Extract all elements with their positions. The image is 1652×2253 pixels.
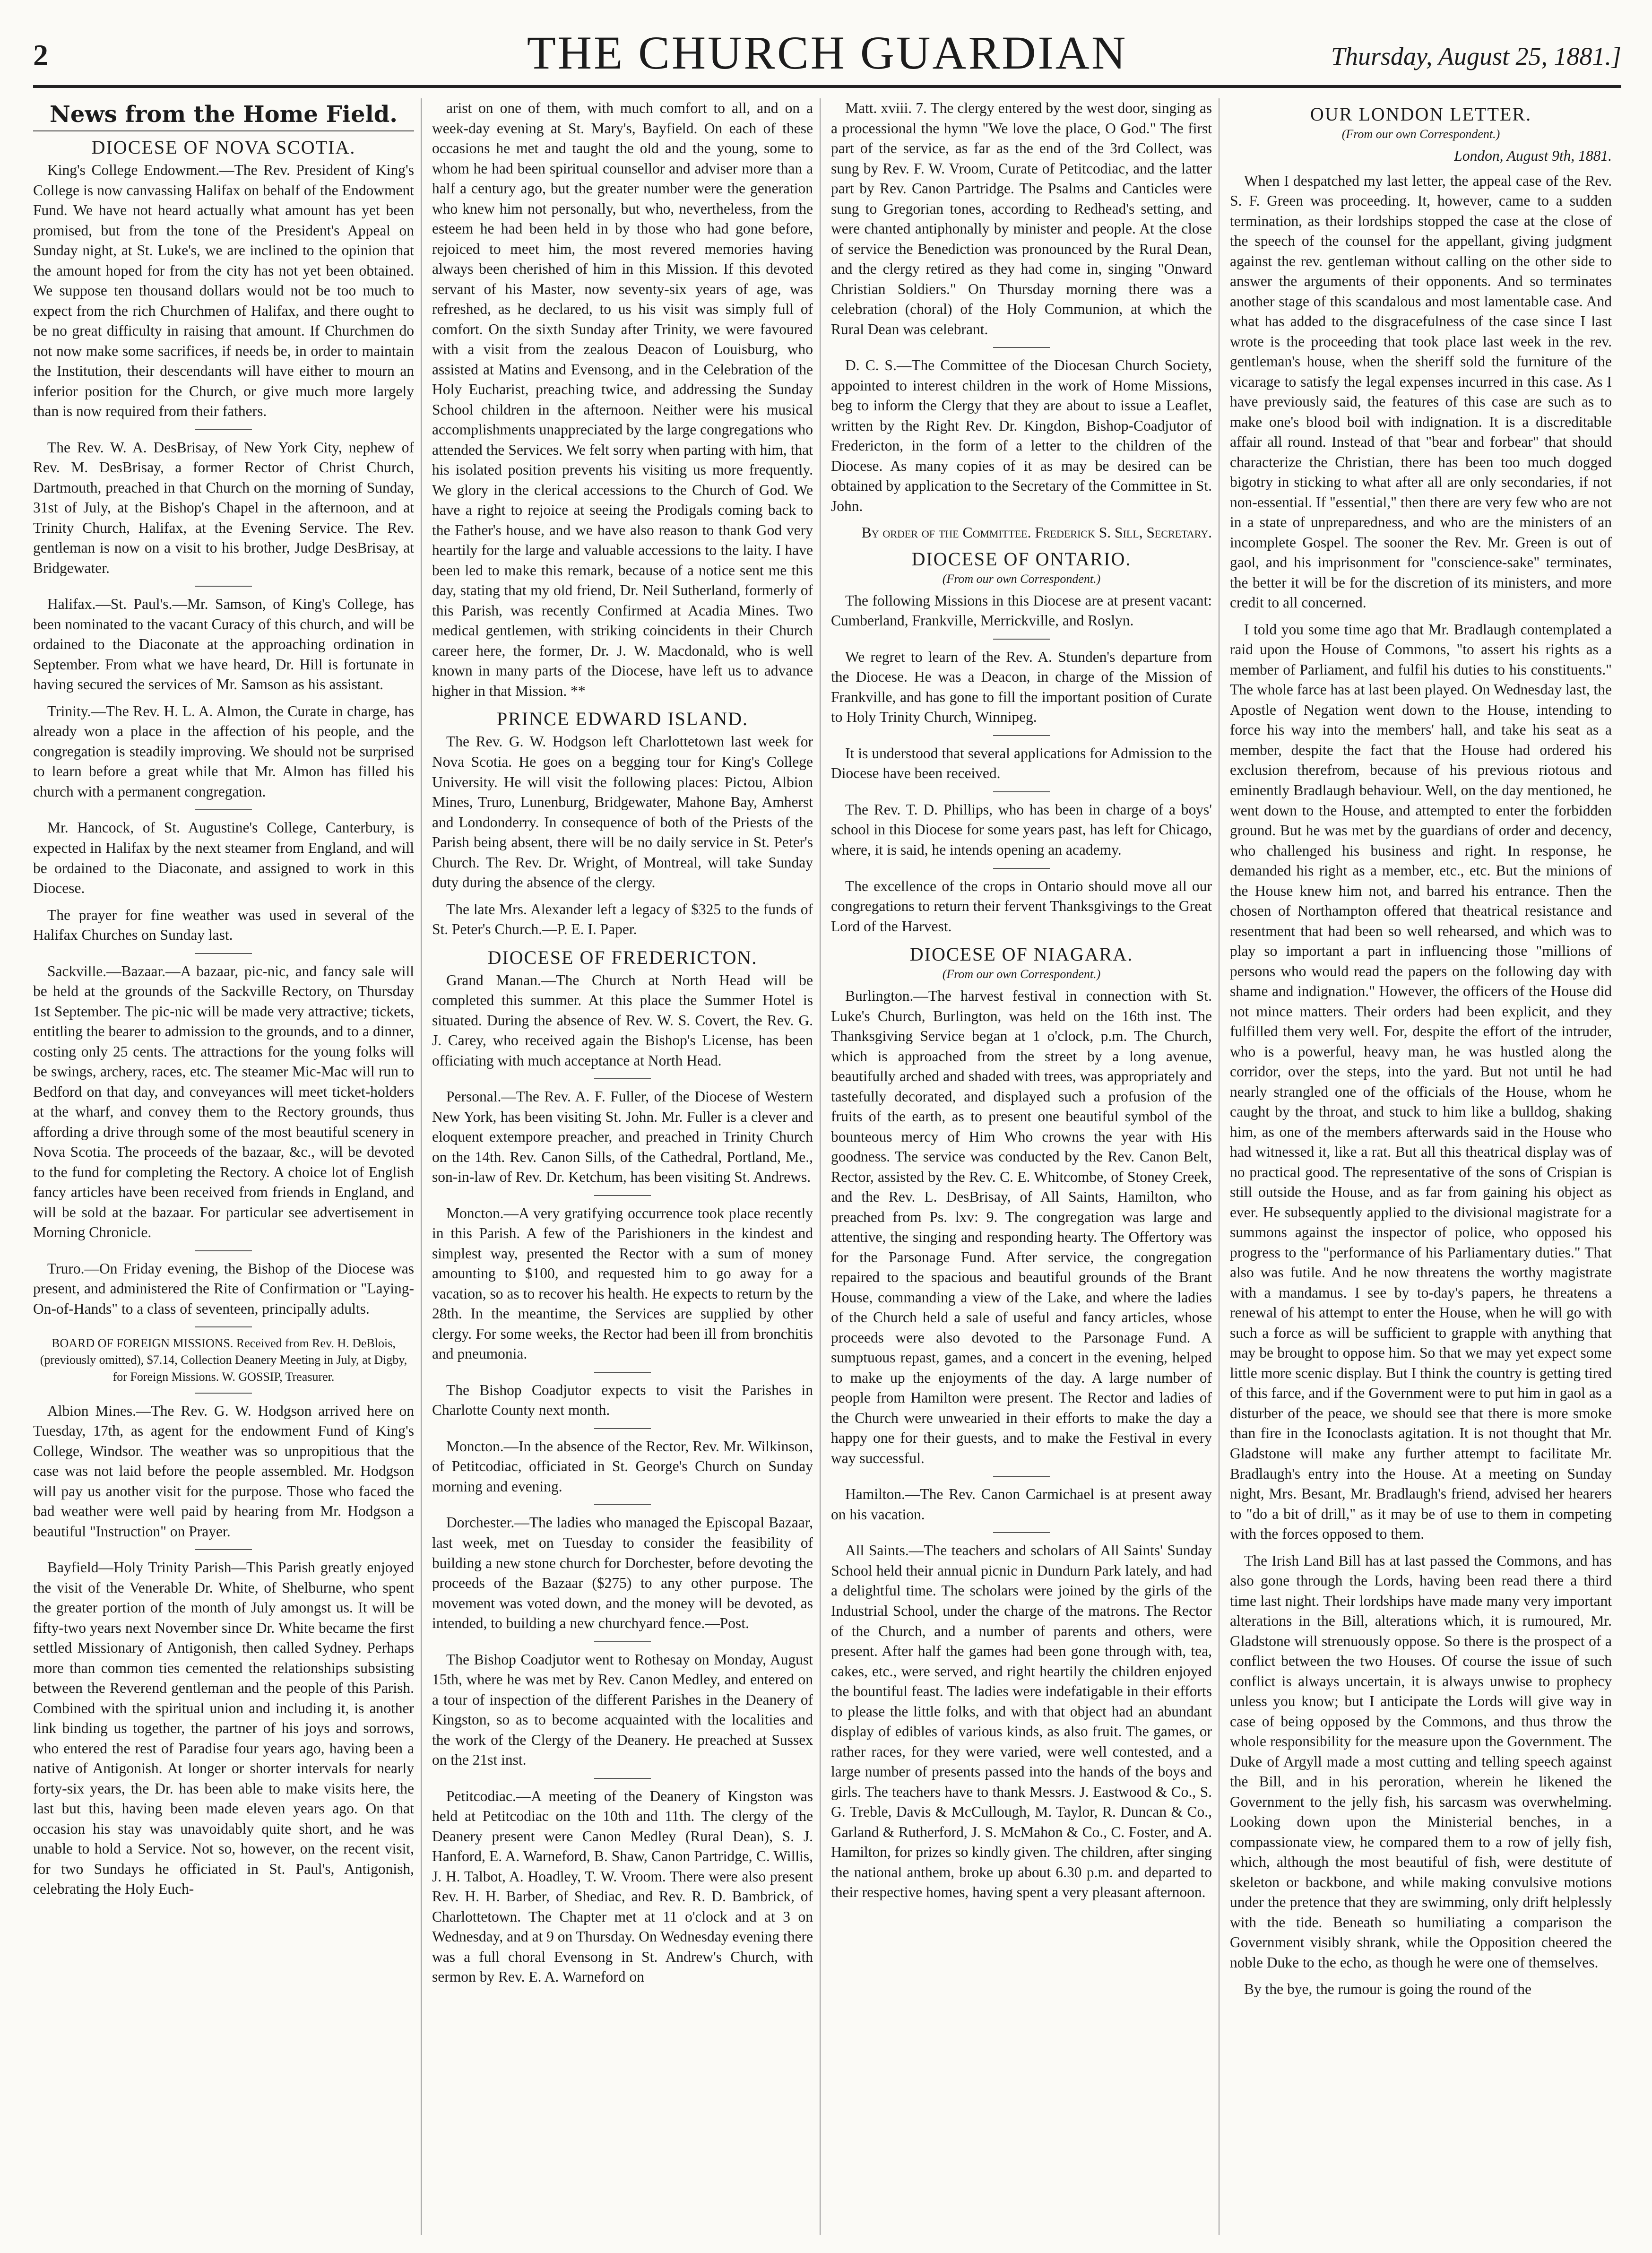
section-title: News from the Home Field.: [33, 101, 414, 131]
divider: [594, 1195, 651, 1196]
newspaper-title: THE CHURCH GUARDIAN: [527, 26, 1128, 79]
column-4: [1230, 98, 1618, 2235]
divider: [594, 1428, 651, 1429]
divider: [594, 1641, 651, 1642]
divider: [594, 1504, 651, 1505]
column-3: [831, 98, 1220, 2235]
niagara-subheading: (From our own Correspondent.): [942, 967, 1101, 981]
article-paragraph: The excellence of the crops in Ontario should move all our congregations to return their fervent Thanksgivings to the Great Lord of the Harvest.: [831, 877, 1212, 935]
article-paragraph: Trinity.—The Rev. H. L. A. Almon, the Curate in charge, has already won a place in the affection of his people, and the congregation is steadily improving. We should not be surprised to learn before a great while that Mr. Almon has filled his church with a permanent congregation.: [33, 702, 414, 800]
columns: [33, 98, 1621, 2235]
article-paragraph: The following Missions in this Diocese are at present vacant: Cumberland, Frankville, Merrickville, and Roslyn.: [831, 592, 1212, 629]
article-paragraph: King's College Endowment.—The Rev. President of King's College is now canvassing Halifax on behalf of the Endowment Fund. We have not heard actually what amount has yet been promised, but from the tone of the President's Appeal on Sunday night, at St. Luke's, we are inclined to the opinion that the amount hoped for from the city has not yet been obtained. We suppose ten thousand dollars would not be too much to expect from the rich Churchmen of Halifax, and there ought to be no great difficulty in raising that amount. If Churchmen do not now make some sacrifices, if needs be, in order to maintain the Institution, their descendants will have either to mourn an inferior position for the Church, or give much more largely than is now required from their fathers.: [33, 162, 414, 420]
article-paragraph: Truro.—On Friday evening, the Bishop of the Diocese was present, and administered the Rite of Confirmation or "Laying-On-of-Hands" to a class of seventeen, principally adults.: [33, 1260, 414, 1317]
divider: [993, 639, 1050, 640]
london-letter-subheading: (From our own Correspondent.): [1341, 127, 1500, 141]
divider: [594, 1078, 651, 1079]
signature: By order of the Committee. Frederick S. Sill, Secretary.: [861, 524, 1212, 541]
divider: [195, 429, 252, 430]
divider: [993, 1532, 1050, 1533]
article-paragraph: Sackville.—Bazaar.—A bazaar, pic-nic, and fancy sale will be held at the grounds of the Sackville Rectory, on Thursday 1st September. The pic-nic will be made very attractive; tickets, entitling the bearer to admission to the grounds, and to a dinner, costing only 25 cents. The attractions for the young folks will be swings, archery, races, etc. The steamer Mic-Mac will run to Bedford on that day, and conveyances will meet ticket-holders at the wharf, and convey them to the Rectory grounds, thus affording a drive through some of the most beautiful scenery in Nova Scotia. The proceeds of the bazaar, &c., will be devoted to the fund for completing the Rectory. A choice lot of English fancy articles have been received from friends in England, and will be sold at the bazaar. For particular see advertisement in Morning Chronicle.: [33, 962, 414, 1241]
article-paragraph: Petitcodiac.—A meeting of the Deanery of Kingston was held at Petitcodiac on the 10th and 11th. The clergy of the Deanery present were Canon Medley (Rural Dean), S. J. Hanford, E. A. Warneford, B. Shaw, Canon Partridge, C. Willis, J. H. Talbot, A. Hoadley, T. W. Vroom. There were also present Rev. H. H. Barber, of Shediac, and Rev. R. D. Bambrick, of Charlottetown. The Chapter met at 11 o'clock and at 3 on Wednesday, and at 9 on Thursday. On Wednesday evening there was a full choral Evensong in St. Andrew's Church, with sermon by Rev. E. A. Warneford on: [432, 1787, 813, 1985]
ontario-subheading: (From our own Correspondent.): [942, 572, 1101, 586]
article-paragraph: Hamilton.—The Rev. Canon Carmichael is at present away on his vacation.: [831, 1486, 1212, 1523]
divider: [993, 1476, 1050, 1477]
divider: [195, 809, 252, 810]
article-paragraph: The Rev. G. W. Hodgson left Charlottetown last week for Nova Scotia. He goes on a begging tour for King's College University. He will visit the following places: Pictou, Albion Mines, Truro, Lunenburg, Bridgewater, Mahone Bay, Amherst and Londonderry. In consequence of both of the Priests of the Parish being absent, there will be no daily service in St. Peter's Church. The Rev. Dr. Wright, of Montreal, will take Sunday duty during the absence of the clergy.: [432, 733, 813, 891]
article-paragraph: Bayfield—Holy Trinity Parish—This Parish greatly enjoyed the visit of the Venerable Dr. White, of Shelburne, who spent the greater portion of the month of July amongst us. It will be fifty-two years next November since Dr. White became the first settled Missionary of Antigonish, then called Sydney. Perhaps more than common ties cemented the relationships subsisting between the Reverend gentleman and the people of this Parish. Combined with the spiritual union and including it, is another link binding us together, the partner of his joys and sorrows, who entered the rest of Paradise four years ago, having been a native of Antigonish. At longer or shorter intervals for nearly forty-six years, the Dr. has been able to make visits here, the last but this, having been made eleven years ago. On that occasion his stay was unavoidably quite short, and he was unable to hold a Service. Not so, however, on the recent visit, for two Sundays he officiated in St. Paul's, Antigonish, celebrating the Holy Euch-: [33, 1559, 414, 1898]
column-1: [33, 98, 422, 2235]
divider: [594, 1778, 651, 1779]
divider: [993, 735, 1050, 736]
article-paragraph: Albion Mines.—The Rev. G. W. Hodgson arrived here on Tuesday, 17th, as agent for the endowment Fund of King's College, Windsor. The weather was so unpropitious that the case was not laid before the people assembled. Mr. Hodgson will pay us another visit for the purpose. Those who faced the bad weather were well paid by hearing from Mr. Hodgson a beautiful "Instruction" on Prayer.: [33, 1402, 414, 1540]
divider: [195, 1326, 252, 1327]
divider: [993, 791, 1050, 792]
divider: [195, 1393, 252, 1394]
article-paragraph: Moncton.—In the absence of the Rector, Rev. Mr. Wilkinson, of Petitcodiac, officiated in St. George's Church on Sunday morning and evening.: [432, 1438, 813, 1495]
divider: [195, 1549, 252, 1550]
article-paragraph: D. C. S.—The Committee of the Diocesan Church Society, appointed to interest children in the work of Home Missions, beg to inform the Clergy that they are about to issue a Leaflet, written by the Right Rev. Dr. Kingdon, Bishop-Coadjutor of Fredericton, in the form of a letter to the children of the Diocese. As many copies of it as may be desired can be obtained by application to the Secretary of the Committee in St. John.: [831, 357, 1212, 514]
divider: [195, 1250, 252, 1251]
divider: [594, 1372, 651, 1373]
divider: [195, 586, 252, 587]
masthead: [33, 19, 1621, 88]
article-paragraph: The Rev. W. A. DesBrisay, of New York City, nephew of Rev. M. DesBrisay, a former Rector of Christ Church, Dartmouth, preached in that Church on the morning of Sunday, 31st of July, at the Bishop's Chapel in the afternoon, and at Trinity Church, Halifax, at the Evening Service. The Rev. gentleman is now on a visit to his brother, Judge DesBrisay, at Bridgewater.: [33, 439, 414, 576]
dateline: London, August 9th, 1881.: [1454, 147, 1612, 164]
article-paragraph: The Rev. T. D. Phillips, who has been in charge of a boys' school in this Diocese for some years past, has left for Chicago, where, it is said, he intends opening an academy.: [831, 801, 1212, 858]
notice-paragraph: BOARD OF FOREIGN MISSIONS. Received from Rev. H. DeBlois, (previously omitted), $7.14, Collection Deanery Meeting in July, at Digby, for Foreign Missions. W. GOSSIP, Treasurer.: [40, 1336, 407, 1384]
article-paragraph: All Saints.—The teachers and scholars of All Saints' Sunday School held their annual picnic in Dundurn Park lately, and had a delightful time. The scholars were joined by the girls of the Industrial School, under the charge of the matrons. The Rector of the Church, and a number of parents and others, were present. After half the games had been gone through with, tea, cakes, etc., were served, and right heartily the children enjoyed the bountiful feast. The ladies were indefatigable in their efforts to please the little folks, and with that object had an abundant display of edibles of various kinds, as also fruit. The games, or rather races, for they were varied, were well contested, and a large number of presents passed into the hands of the boys and girls. The teachers have to thank Messrs. J. Eastwood & Co., S. G. Treble, Davis & McCullough, M. Taylor, R. Duncan & Co., Garland & Rutherford, J. S. McMahon & Co., C. Foster, and A. Hamilton, for prizes so kindly given. The children, after singing the national anthem, broke up about 6.30 p.m. and departed to their respective homes, having spent a very pleasant afternoon.: [831, 1542, 1212, 1901]
issue-date: Thursday, August 25, 1881.]: [1331, 42, 1621, 70]
article-paragraph: Personal.—The Rev. A. F. Fuller, of the Diocese of Western New York, has been visiting St. John. Mr. Fuller is a clever and eloquent extempore preacher, and preached in Trinity Church on the 14th. Rev. Canon Sills, of the Cathedral, Portland, Me., son-in-law of Rev. Dr. Ketchum, has been visiting St. Andrews.: [432, 1088, 813, 1186]
newspaper-page: [33, 19, 1621, 2236]
article-paragraph: arist on one of them, with much comfort to all, and on a week-day evening at St. Mary's, Bayfield. On each of these occasions he met and taught the old and the young, some to whom he had been spiritual counsellor and adviser more than a half a century ago, but the greater number were the generation who knew him not personally, but who, nevertheless, from the esteem he had been held in by those who had gone before, rejoiced to meet him, the most revered memories having always been cherished of him in this Mission. If this devoted servant of his Master, now seventy-six years of age, was refreshed, as he declared, to us his visit was simply full of comfort. On the sixth Sunday after Trinity, we were favoured with a visit from the zealous Deacon of Louisburg, who assisted at Matins and Evensong, and in the Celebration of the Holy Eucharist, preaching twice, and addressing the Sunday School children in the afternoon. Neither were his musical accomplishments unappreciated by the large congregations who attended the Services. We felt sorry when parting with him, that his isolated position prevents his visiting us more frequently. We glory in the clerical accessions to the Church of God. We have a right to rejoice at seeing the Prodigals coming back to the Father's house, and we have also reason to thank God very heartily for the large and valuable accessions to the laity. I have been led to make this remark, because of a notice sent me this day, stating that my old friend, Dr. Neil Sutherland, formerly of this Parish, was recently Confirmed at Acadia Mines. Two medical gentlemen, with striking coincidents in their Church career here, the former, Dr. J. W. Macdonald, who is well known in many parts of the Diocese, have left us to advance higher in that Mission. **: [432, 100, 813, 699]
diocese-heading: DIOCESE OF NOVA SCOTIA.: [91, 137, 356, 158]
article-paragraph: The Bishop Coadjutor went to Rothesay on Monday, August 15th, where he was met by Rev. Canon Medley, and entered on a tour of inspection of the different Parishes in the Deanery of Kingston, so as to become acquainted with the localities and the work of the Clergy of the Deanery. He preached at Sussex on the 21st inst.: [432, 1651, 813, 1768]
article-paragraph: When I despatched my last letter, the appeal case of the Rev. S. F. Green was proceeding. It, however, came to a sudden termination, as their lordships stopped the case at the close of the speech of the counsel for the appellant, giving judgment against the rev. gentleman without calling on the other side to answer the arguments of their opponents. And so terminates another stage of this scandalous and most lamentable case. And what has added to the disgracefulness of the case since I last wrote is the proceeding that took place last week in the rev. gentleman's house, when the sheriff sold the furniture of the vicarage to satisfy the legal expenses incurred in this case. As I have previously said, the features of this case are such as to make one's blood boil with indignation. It is a discreditable affair all round. Instead of that "bear and forbear" that should characterize the Christian, there has been too much dogged bigotry in sticking to what after all are only secondaries, if not non-essential. If "essential," then there are very few who are not in a state of unpreparedness, and who are the ministers of an incomplete Gospel. The sooner the Rev. Mr. Green is out of gaol, and his imprisonment for "conscience-sake" terminates, the better it will be for the discretion of its ministers, and more credit to all concerned.: [1230, 172, 1612, 611]
article-paragraph: It is understood that several applications for Admission to the Diocese have been received.: [831, 745, 1212, 782]
article-paragraph: Grand Manan.—The Church at North Head will be completed this summer. At this place the Summer Hotel is situated. During the absence of Rev. W. S. Covert, the Rev. G. J. Carey, who received again the Bishop's License, has been officiating with much acceptance at North Head.: [432, 971, 813, 1069]
fredericton-heading: DIOCESE OF FREDERICTON.: [487, 946, 758, 968]
article-paragraph: The late Mrs. Alexander left a legacy of $325 to the funds of St. Peter's Church.—P. E. I. Paper.: [432, 901, 813, 938]
article-paragraph: Matt. xviii. 7. The clergy entered by the west door, singing as a processional the hymn "We love the place, O God." The first part of the service, as far as the end of the 3rd Collect, was sung by Rev. F. W. Vroom, Curate of Petitcodiac, and the latter part by Rev. Canon Partridge. The Psalms and Canticles were sung to Gregorian tones, according to Redhead's setting, and were chanted antiphonally by minister and people. At the close of service the Benediction was pronounced by the Rural Dean, and the clergy retired as they had come in, singing "Onward Christian Soldiers." On Thursday morning there was a celebration (choral) of the Holy Communion, at which the Rural Dean was celebrant.: [831, 100, 1212, 338]
article-paragraph: I told you some time ago that Mr. Bradlaugh contemplated a raid upon the House of Commons, "to assert his rights as a member of Parliament, and fulfil his duties to his constituents." The whole farce has at last been played. On Wednesday last, the Apostle of Negation went down to the House, intending to force his way into the members' hall, and take his seat as a member, despite the fact that the House had ordered his exclusion therefrom, because of his previous riotous and eminently Bradlaugh behaviour. Well, on the day mentioned, he went down to the House, and attempted to enter the forbidden ground. But he was met by the guardians of order and decency, who challenged his business and right. In response, he demanded his right as a member, etc., etc. But the minions of the House knew him not, and barred his entrance. Then the chosen of Northampton offered that theatrical resistance and resentment that had been so well rehearsed, and which was to play so important a part in influencing those "millions of persons who would read the papers on the following day with shame and indignation." However, the officers of the House did not mince matters. Their orders had been explicit, and they fulfilled them very well. For, despite the effort of the intruder, who is a powerful, heavy man, he was hustled along the corridor, over the steps, into the yard. But not until he had nearly strangled one of the officials of the House, whom he caught by the throat, and stuck to him like a bulldog, shaking him, as one of the members afterwards said in the House who had witnessed it, like a rat. But all this theatrical display was of no practical good. The representative of the sons of Crispian is still outside the House, and as far from gaining his object as ever. He subsequently applied to the divisional magistrate for a summons against the inspector of police, who opposed his progress to the "performance of his Parliamentary duties." That also was futile. And he now threatens the worthy magistrate with a mandamus. I see by to-day's papers, he threatens a renewal of his attempt to enter the House, when he will go with such a force as will be sufficient to grapple with anything that may be brought to oppose him. So that we may yet expect some little more scenic display. But I think the country is getting tired of this farce, and if the Government were to put him in gaol as a disturber of the peace, we should see that there is more smoke than fire in the Iconoclasts agitation. It is not thought that Mr. Gladstone will make any further attempt to facilitate Mr. Bradlaugh's entry into the House. At a meeting on Sunday night, Mrs. Besant, Mr. Bradlaugh's friend, advised her hearers to "do a bit of drill," as it may be of use to them in competing with the forces opposed to them.: [1230, 621, 1612, 1542]
article-paragraph: The Bishop Coadjutor expects to visit the Parishes in Charlotte County next month.: [432, 1381, 813, 1419]
article-paragraph: We regret to learn of the Rev. A. Stunden's departure from the Diocese. He was a Deacon, in charge of the Mission of Frankville, and has gone to fill the important position of Curate to Holy Trinity Church, Winnipeg.: [831, 648, 1212, 726]
niagara-heading: DIOCESE OF NIAGARA.: [909, 944, 1133, 965]
page-number: 2: [33, 38, 48, 72]
article-paragraph: Moncton.—A very gratifying occurrence took place recently in this Parish. A few of the Parishioners in the kindest and simplest way, presented the Rector with a sum of money amounting to $100, and requested him to go away for a vacation, so as to recover his health. He expects to return by the 28th. In the meantime, the Services are supplied by other clergy. For some weeks, the Rector had been ill from bronchitis and pneumonia.: [432, 1204, 813, 1362]
column-2: [432, 98, 821, 2235]
pei-heading: PRINCE EDWARD ISLAND.: [497, 708, 748, 730]
ontario-heading: DIOCESE OF ONTARIO.: [911, 548, 1132, 570]
divider: [993, 868, 1050, 869]
divider: [195, 953, 252, 954]
article-paragraph: The Irish Land Bill has at last passed the Commons, and has also gone through the Lords, having been read there a third time last night. Their lordships have made many very important alterations in the Bill, alterations which, it is rumoured, Mr. Gladstone will strenuously oppose. So there is the prospect of a conflict between the two Houses. Of course the issue of such conflict is always uncertain, it is always unwise to prophecy unless you know; but I anticipate the Lords will give way in case of being opposed by the Commons, and thus throw the whole responsibility for the measure upon the Government. The Duke of Argyll made a most cutting and telling speech against the Bill, and in his peroration, wherein he likened the Government to the jelly fish, his sarcasm was overwhelming. Looking down upon the Ministerial benches, in a compassionate view, he compared them to a row of jelly fish, which, although the most beautiful of fish, were destitute of skeleton or backbone, and while making convulsive motions under the pretence that they are swimming, only drift helplessly with the tide. Beneath so humiliating a comparison the Government visibly shrank, while the Opposition cheered the noble Duke to the echo, as though he were one of themselves.: [1230, 1552, 1612, 1971]
article-paragraph: Mr. Hancock, of St. Augustine's College, Canterbury, is expected in Halifax by the next steamer from England, and will be ordained to the Diaconate, and assigned to work in this Diocese.: [33, 819, 414, 897]
article-paragraph: Halifax.—St. Paul's.—Mr. Samson, of King's College, has been nominated to the vacant Curacy of this church, and will be ordained to the Diaconate at the approaching ordination in September. From what we have heard, Dr. Hill is fortunate in having secured the services of Mr. Samson as his assistant.: [33, 596, 414, 693]
article-paragraph: Dorchester.—The ladies who managed the Episcopal Bazaar, last week, met on Tuesday to consider the feasibility of building a new stone church for Dorchester, before devoting the proceeds of the Bazaar ($275) to any other purpose. The movement was voted down, and the money will be devoted, as intended, to building a new churchyard fence.—Post.: [432, 1514, 813, 1632]
article-paragraph: Burlington.—The harvest festival in connection with St. Luke's Church, Burlington, was held on the 16th inst. The Thanksgiving Service began at 1 o'clock, p.m. The Church, which is approached from the street by a long avenue, beautifully arched and shaded with trees, was appropriately and tastefully decorated, and displayed such a profusion of the fruits of the earth, as to present one beautiful symbol of the bounteous mercy of Him Who crowns the year with His goodness. The service was conducted by the Rev. Canon Belt, Rector, assisted by the Rev. C. E. Whitcombe, of Stoney Creek, and the Rev. L. DesBrisay, of All Saints, Hamilton, who preached from Ps. lxv: 9. The congregation was large and attentive, the singing and responding hearty. The Offertory was for the Parsonage Fund. After service, the congregation repaired to the spacious and beautiful grounds of the Brant House, commanding a view of the Lake, and where the ladies of the Church held a sale of useful and fancy articles, whose proceeds were also devoted to the Parsonage Fund. A sumptuous repast, games, and a concert in the evening, helped to make up the enjoyments of the day. A large number of people from Hamilton were present. The Rector and ladies of the Church were unwearied in their efforts to make the day a happy one for their guests, and to make the Festival in every way successful.: [831, 988, 1212, 1466]
article-paragraph: By the bye, the rumour is going the round of the: [1244, 1981, 1532, 1998]
london-letter-heading: OUR LONDON LETTER.: [1310, 104, 1532, 125]
divider: [993, 347, 1050, 348]
article-paragraph: The prayer for fine weather was used in several of the Halifax Churches on Sunday last.: [33, 906, 414, 944]
